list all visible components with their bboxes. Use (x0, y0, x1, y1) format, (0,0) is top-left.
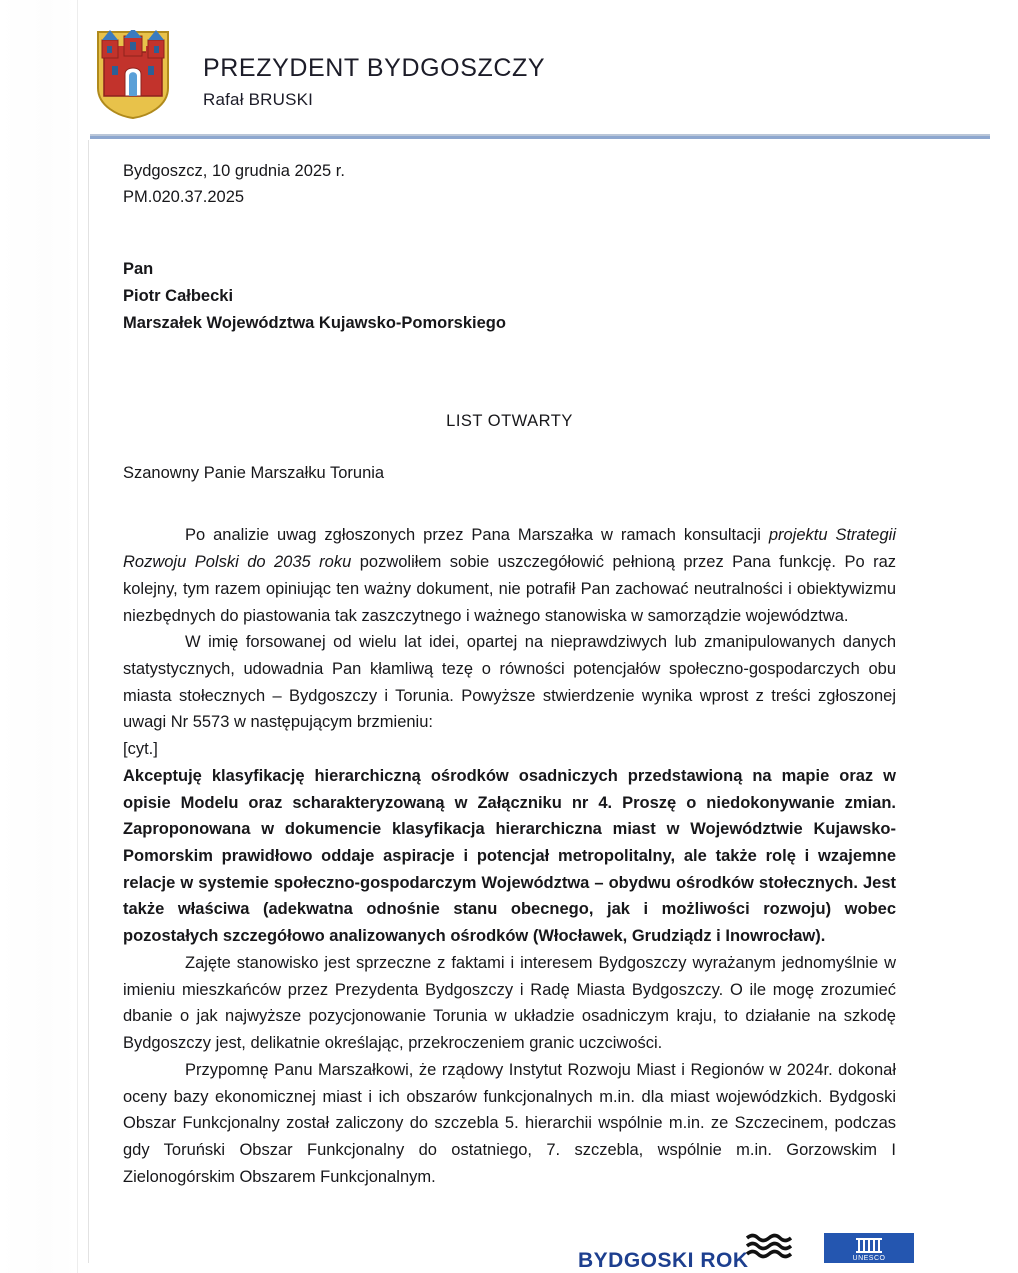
wave-lines-icon (746, 1233, 792, 1259)
scan-edge (0, 0, 76, 1273)
body-text: Zajęte stanowisko jest sprzeczne z faktami i interesem Bydgoszczy wyrażanym jednomyślnie w imieniu mieszkańców przez Prezydenta Bydgoszczy i Radę Miasta Bydgoszczy. O ile mogę zrozumieć dbanie o jak najwyższe pozycjonowanie Torunia w układzie osadniczym kraju, to działanie na szkodę Bydgoszczy jest, delikatnie określając, przekroczeniem granic uczciwości. (123, 953, 896, 1053)
scan-edge-line (88, 140, 89, 1263)
letter-paragraph (123, 950, 896, 1057)
letterhead (0, 0, 1018, 140)
bydgoszcz-coat-of-arms-icon (96, 30, 170, 120)
body-text: W imię forsowanej od wielu lat idei, opartej na nieprawdziwych lub zmanipulowanych danych statystycznych, udowadnia Pan kłamliwą tezę o równości potencjałów społeczno-gospodarczych obu miasta stołecznych – Bydgoszczy i Torunia. Powyższe stwierdzenie wynika wprost z treści zgłoszonej uwagi Nr 5573 w następującym brzmieniu: (123, 633, 896, 732)
salutation: Szanowny Panie Marszałku Torunia (123, 464, 385, 483)
unesco-logo (824, 1233, 914, 1263)
emphasis-text: projektu Strategii Rozwoju Polski do 2035 roku (123, 526, 896, 572)
document-title: LIST OTWARTY (446, 412, 573, 431)
unesco-label: UNESCO (852, 1255, 886, 1262)
letter-paragraphs (123, 522, 896, 1190)
scan-edge-line-outer (77, 0, 78, 1273)
addressee (123, 256, 896, 336)
letter-paragraph (123, 1057, 896, 1191)
body-text: [cyt.] (123, 740, 158, 759)
reference-number: PM.020.37.2025 (123, 188, 245, 207)
body-text: pozwoliłem sobie uszczegółowić pełnioną przez Pana funkcję. Po raz kolejny, tym razem opiniując ten ważny dokument, nie potrafił Pan zachować neutralności i obiektywizmu niezbędnych do piastowania tak zaszczytnego i ważnego stanowiska w samorządzie województwa. (123, 553, 897, 625)
body-text: Przypomnę Panu Marszałkowi, że rządowy Instytut Rozwoju Miast i Regionów w 2024r. dokonał oceny bazy ekonomicznej miast i ich obszarów funkcjonalnych m.in. dla miast wojewódzkich. Bydgoski Obszar Funkcjonalny został zaliczony do szczebla 5. hierarchii wspólnie m.in. ze Szczecinem, podczas gdy Toruński Obszar Funkcjonalny do ostatniego, 7. szczebla, wspólnie m.in. Gorzowskim I Zielonogórskim Obszarem Funkcjonalnym. (123, 1060, 896, 1186)
addressee-name: Piotr Całbecki (123, 286, 234, 305)
office-title: PREZYDENT BYDGOSZCZY (203, 54, 546, 82)
footer-brand: BYDGOSKI ROK (578, 1249, 749, 1272)
place-and-date: Bydgoszcz, 10 grudnia 2025 r. (123, 162, 345, 180)
unesco-temple-icon (856, 1236, 882, 1254)
letterhead-text (203, 55, 545, 110)
letter-body (123, 158, 896, 1190)
letter-paragraph (123, 522, 896, 629)
body-text: Akceptuję klasyfikację hierarchiczną ośrodków osadniczych przedstawioną na mapie oraz w opisie Modelu oraz scharakteryzowaną w Załączniku nr 4. Proszę o niedokonywanie zmian. Zaproponowana w dokumencie klasyfikacja hierarchiczna miast w Województwie Kujawsko-Pomorskim prawidłowo oddaje aspiracje i potencjał metropolitalny, ale także rolę i wzajemne relacje w systemie społeczno-gospodarczym Województwa – obydwu ośrodków stołecznych. Jest także właściwa (adekwatna odnośnie stanu obecnego, jak i możliwości rozwoju) wobec pozostałych szczegółowo analizowanych ośrodków (Włocławek, Grudziądz i Inowrocław). (123, 766, 896, 946)
official-name: Rafał BRUSKI (203, 89, 314, 109)
addressee-position: Marszałek Województwa Kujawsko-Pomorskiego (123, 313, 506, 332)
addressee-honorific: Pan (123, 260, 154, 279)
letter-paragraph (123, 629, 896, 736)
header-divider-accent (90, 136, 990, 139)
body-text: Po analizie uwag zgłoszonych przez Pana Marszałka w ramach konsultacji (185, 526, 769, 545)
letter-paragraph (123, 763, 896, 950)
letter-paragraph (123, 736, 896, 763)
footer-band (0, 1233, 1018, 1273)
